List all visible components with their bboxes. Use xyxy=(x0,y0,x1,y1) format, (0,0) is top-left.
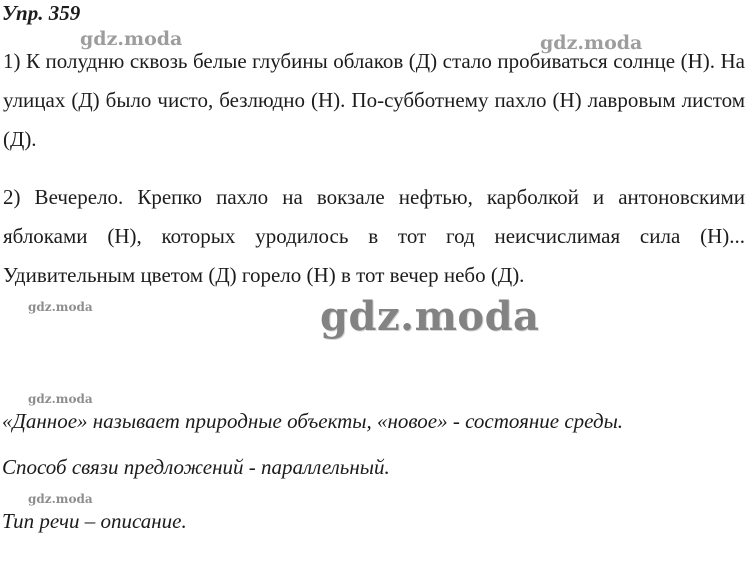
note-connection-type: Способ связи предложений - параллельный. xyxy=(2,455,390,479)
exercise-heading: Упр. 359 xyxy=(2,1,81,25)
watermark: gdz.moda xyxy=(28,392,93,406)
watermark: gdz.moda xyxy=(28,492,93,506)
watermark: gdz.moda xyxy=(540,32,643,54)
paragraph-2: 2) Вечерело. Крепко пахло на вокзале нефтью, карболкой и антоновскими яблоками (Н), которых уродилось в тот год неисчислимая сила (Н)... Удивительным цветом (Д) горело (Н) в тот вечер небо (Д). xyxy=(3,185,745,287)
note-speech-type: Тип речи – описание. xyxy=(2,509,187,533)
watermark: gdz.moda xyxy=(80,28,183,50)
paragraph-1: 1) К полудню сквозь белые глубины облаков (Д) стало пробиваться солнце (Н). На улицах (Д) было чисто, безлюдно (Н). По-субботнему пахло (Н) лавровым листом (Д). xyxy=(3,49,745,151)
note-given-new: «Данное» называет природные объекты, «новое» - состояние среды. xyxy=(2,409,624,433)
watermark: gdz.moda xyxy=(320,293,540,340)
watermark: gdz.moda xyxy=(28,300,93,314)
